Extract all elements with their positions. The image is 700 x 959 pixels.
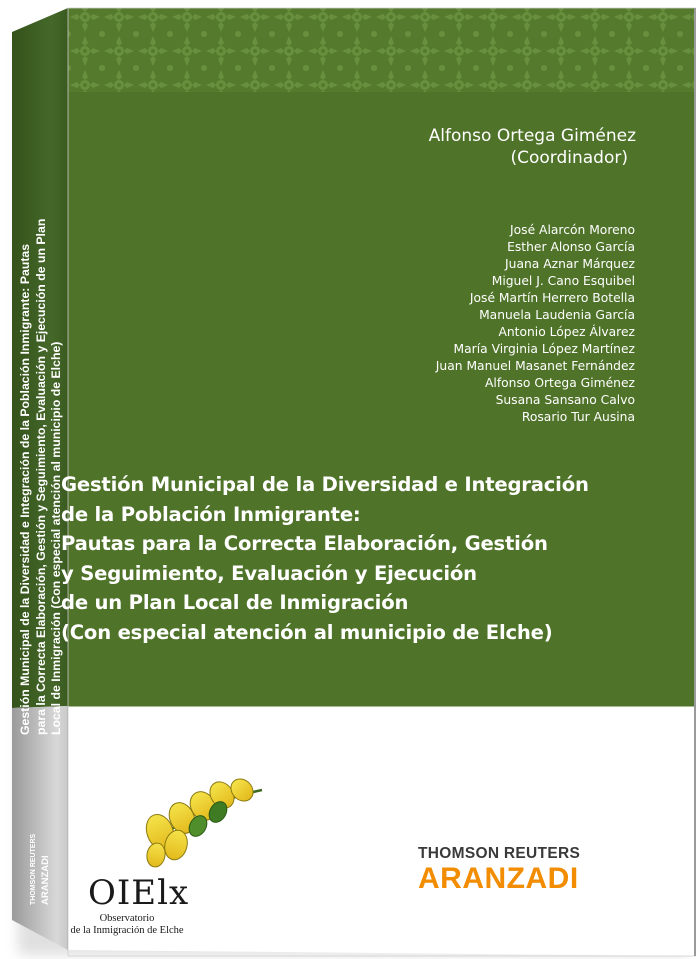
book-title [61, 470, 621, 647]
title-line: de un Plan Local de Inmigración [61, 591, 409, 614]
contributor: Manuela Laudenia García [479, 308, 635, 322]
contributor: Esther Alonso García [507, 240, 635, 254]
contributor: Miguel J. Cano Esquibel [491, 274, 635, 288]
spine-title [18, 115, 65, 735]
contributor: Juana Aznar Márquez [505, 257, 635, 271]
spine-title-line: Local de Inmigración (Con especial atención al municipio de Elche) [49, 341, 63, 735]
title-line: y Seguimiento, Evaluación y Ejecución [61, 561, 477, 585]
contributor: José Martín Herrero Botella [469, 291, 635, 305]
logo-subtitle-line1: Observatorio [99, 913, 155, 924]
contributor: Susana Sansano Calvo [495, 393, 635, 407]
contributor: Antonio López Álvarez [498, 325, 635, 339]
contributor: Alfonso Ortega Giménez [485, 376, 635, 390]
contributor: Rosario Tur Ausina [521, 410, 635, 424]
title-line: Gestión Municipal de la Diversidad e Integración [61, 473, 589, 496]
coordinator-name: Alfonso Ortega Giménez [428, 126, 636, 146]
oielx-logo-subtitle [52, 913, 202, 937]
spine-title-line: para la Correcta Elaboración, Gestión y Seguimiento, Evaluación y Ejecución de un Plan [33, 218, 48, 735]
coordinator-role: (Coordinador) [510, 148, 628, 168]
title-line: Pautas para la Correcta Elaboración, Gestión [61, 532, 548, 555]
publisher-thomson-reuters: THOMSON REUTERS [418, 845, 581, 862]
contributor: José Alarcón Moreno [510, 223, 635, 237]
oielx-logo-word: OIElx [88, 873, 190, 913]
title-line: de la Población Inmigrante: [61, 502, 361, 526]
spine-publisher-main: ARANZADI [40, 855, 51, 905]
spine-publisher-top: THOMSON REUTERS [30, 833, 37, 905]
publisher-aranzadi: ARANZADI [418, 862, 579, 895]
logo-subtitle-line2: de la Inmigración de Elche [70, 925, 184, 936]
contributors-list [436, 222, 635, 426]
spine-title-line: Gestión Municipal de la Diversidad e Integración de la Población Inmigrante: Pautas [18, 243, 32, 735]
pattern-band [68, 8, 695, 92]
contributor: María Virginia López Martínez [453, 342, 635, 356]
title-line: (Con especial atención al municipio de Elche) [61, 620, 553, 644]
coordinator-block [429, 125, 636, 169]
contributor: Juan Manuel Masanet Fernández [435, 359, 635, 373]
